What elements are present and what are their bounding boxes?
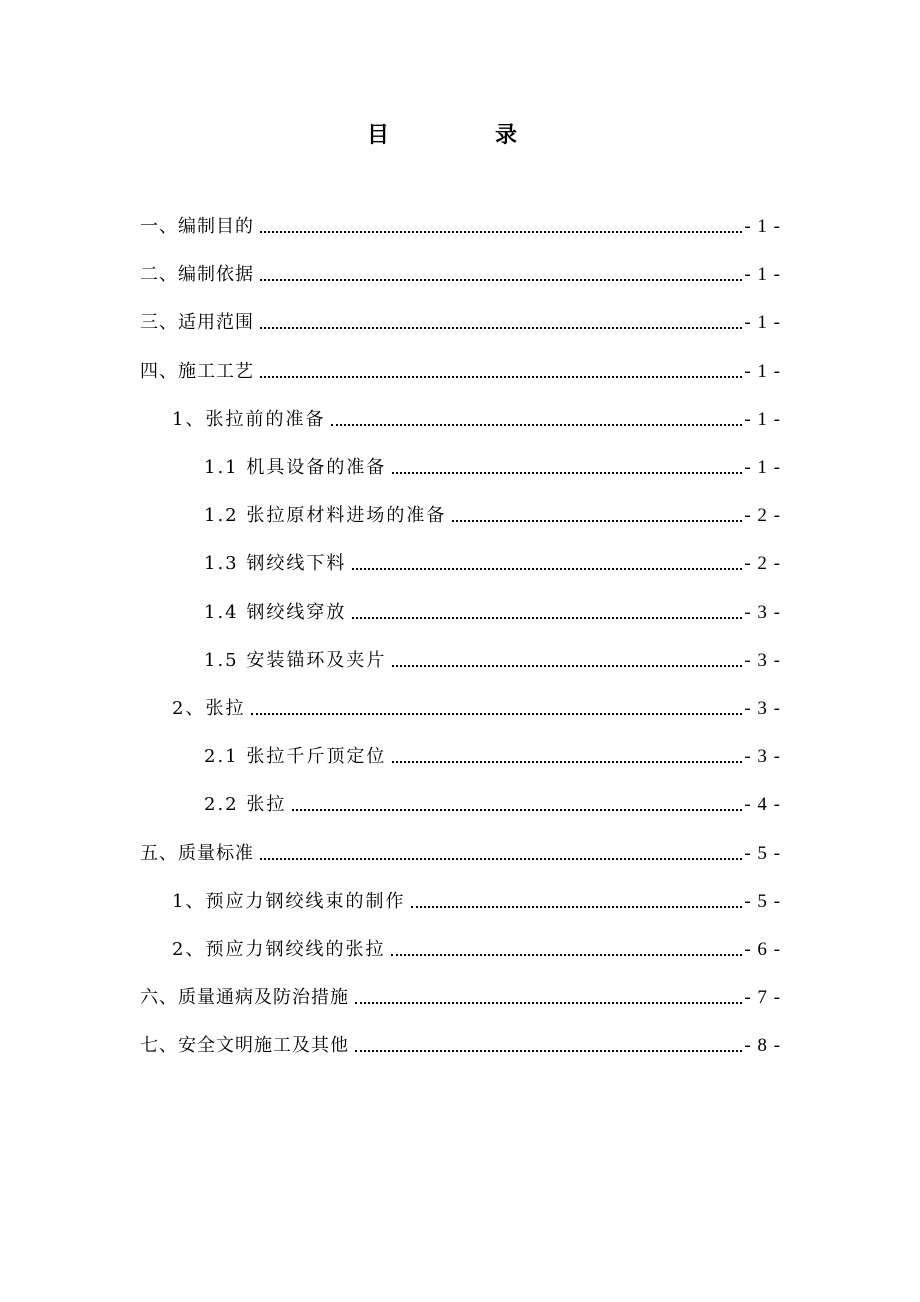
dot-leader [355, 1046, 742, 1052]
dot-leader [251, 709, 742, 715]
dot-leader [352, 613, 742, 619]
toc-entry-label: 七、安全文明施工及其他 [140, 1035, 349, 1056]
toc-entry[interactable] [140, 300, 781, 334]
toc-entry[interactable] [140, 349, 781, 383]
toc-entry-page-number: - 1 - [744, 457, 781, 478]
toc-entry-page-number: - 5 - [744, 891, 781, 912]
toc-entry-page-number: - 3 - [744, 698, 781, 719]
toc-entry-page-number: - 1 - [744, 409, 781, 430]
dot-leader [260, 227, 742, 233]
dot-leader [292, 805, 742, 811]
toc-entry-label: 五、质量标准 [140, 843, 254, 864]
dot-leader [392, 757, 742, 763]
toc-entry-label: 1、预应力钢绞线束的制作 [172, 891, 406, 912]
toc-entry[interactable] [172, 397, 781, 431]
toc-entry[interactable] [140, 252, 781, 286]
toc-entry-label: 1.4 钢绞线穿放 [204, 602, 347, 623]
toc-entry[interactable] [172, 686, 781, 720]
toc-entry[interactable] [204, 734, 781, 768]
toc-entry[interactable] [204, 590, 781, 624]
toc-entry-page-number: - 3 - [744, 746, 781, 767]
toc-entry-page-number: - 6 - [744, 939, 781, 960]
toc-entry-label: 二、编制依据 [140, 264, 254, 285]
toc-entry[interactable] [140, 1023, 781, 1057]
toc-entry-label: 三、适用范围 [140, 312, 254, 333]
toc-entry[interactable] [172, 927, 781, 961]
dot-leader [392, 661, 742, 667]
toc-entry-page-number: - 1 - [744, 312, 781, 333]
dot-leader [452, 516, 742, 522]
toc-entry-page-number: - 8 - [744, 1035, 781, 1056]
toc-entry-page-number: - 7 - [744, 987, 781, 1008]
toc-entry[interactable] [140, 204, 781, 238]
toc-entry[interactable] [204, 638, 781, 672]
dot-leader [260, 372, 742, 378]
page-title: 目 录 [366, 122, 559, 148]
toc-entry[interactable] [204, 541, 781, 575]
toc-entry-page-number: - 5 - [744, 843, 781, 864]
toc-entry[interactable] [204, 493, 781, 527]
toc-entry-label: 六、质量通病及防治措施 [140, 987, 349, 1008]
toc-entry[interactable] [140, 831, 781, 865]
toc-entry-label: 1.2 张拉原材料进场的准备 [204, 505, 447, 526]
dot-leader [260, 275, 742, 281]
toc-entry[interactable] [140, 975, 781, 1009]
toc-entry-page-number: - 1 - [744, 361, 781, 382]
toc-entry-page-number: - 2 - [744, 553, 781, 574]
toc-entry-page-number: - 3 - [744, 602, 781, 623]
dot-leader [260, 854, 742, 860]
dot-leader [411, 902, 742, 908]
toc-entry-page-number: - 1 - [744, 264, 781, 285]
toc-entry-label: 1.1 机具设备的准备 [204, 457, 387, 478]
toc-entry-page-number: - 3 - [744, 650, 781, 671]
toc-entry-page-number: - 1 - [744, 216, 781, 237]
toc-entry-page-number: - 4 - [744, 794, 781, 815]
toc-entry-label: 2、预应力钢绞线的张拉 [172, 939, 386, 960]
dot-leader [352, 564, 742, 570]
toc-entry-label: 2、张拉 [172, 698, 246, 719]
toc-entry[interactable] [204, 445, 781, 479]
toc-entry-label: 2.2 张拉 [204, 794, 287, 815]
dot-leader [391, 950, 742, 956]
toc-entry[interactable] [204, 782, 781, 816]
dot-leader [392, 468, 742, 474]
dot-leader [331, 420, 742, 426]
toc-entry-label: 1.3 钢绞线下料 [204, 553, 347, 574]
toc-entry[interactable] [172, 879, 781, 913]
toc-entry-label: 1、张拉前的准备 [172, 409, 326, 430]
toc-entry-label: 2.1 张拉千斤顶定位 [204, 746, 387, 767]
toc-entry-label: 一、编制目的 [140, 216, 254, 237]
toc-entry-label: 1.5 安装锚环及夹片 [204, 650, 387, 671]
toc-entry-label: 四、施工工艺 [140, 361, 254, 382]
dot-leader [260, 323, 742, 329]
dot-leader [355, 998, 742, 1004]
toc-entry-page-number: - 2 - [744, 505, 781, 526]
